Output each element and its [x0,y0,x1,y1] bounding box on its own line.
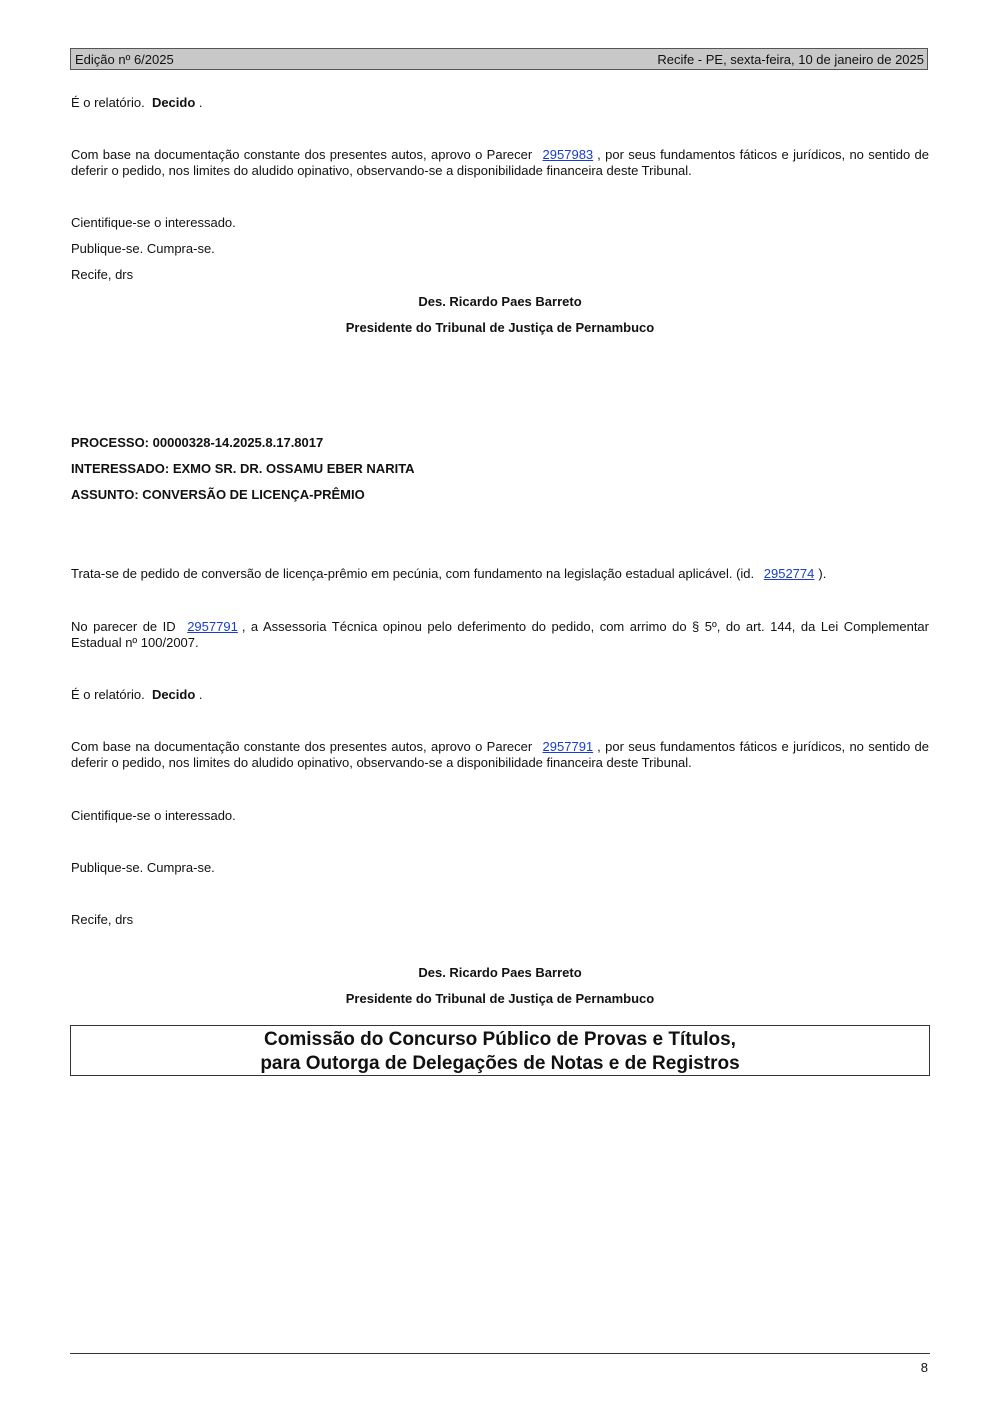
parecer-id-link[interactable]: 2957791 [187,619,238,634]
section-heading-box [70,1025,930,1076]
approval-paragraph-2: Com base na documentação constante dos presentes autos, aprovo o Parecer 2957791 , por seus fundamentos fáticos e jurídicos, no sentido de deferir o pedido, nos limites do aludido opinativo, observando-se a disponibilidade financeira deste Tribunal. [71,739,929,770]
cientifique-line: Cientifique-se o interessado. [71,215,236,230]
edition-header-bar [70,48,928,70]
parecer-link-2[interactable]: 2957791 [542,739,594,754]
cientifique-line-2: Cientifique-se o interessado. [71,808,236,823]
signer-name-2: Des. Ricardo Paes Barreto [418,965,582,980]
publication-date: Recife - PE, sexta-feira, 10 de janeiro de 2025 [657,51,924,67]
interested-party: INTERESSADO: EXMO SR. DR. OSSAMU EBER NARITA [71,461,415,476]
section-title-line2: para Outorga de Delegações de Notas e de Registros [260,1053,740,1074]
request-id-link[interactable]: 2952774 [763,566,815,581]
edition-number: Edição nº 6/2025 [75,51,174,67]
publique-line: Publique-se. Cumpra-se. [71,241,215,256]
request-paragraph: Trata-se de pedido de conversão de licença-prêmio em pecúnia, com fundamento na legislação estadual aplicável. (id. 2952774 ). [71,566,827,581]
recife-line-2: Recife, drs [71,912,134,927]
signer-title-2: Presidente do Tribunal de Justiça de Pernambuco [345,991,655,1006]
relatorio-line: É o relatório. Decido . [71,95,203,110]
process-number: PROCESSO: 00000328-14.2025.8.17.8017 [71,435,324,450]
approval-paragraph: Com base na documentação constante dos presentes autos, aprovo o Parecer 2957983 , por seus fundamentos fáticos e jurídicos, no sentido de deferir o pedido, nos limites do aludido opinativo, observando-se a disponibilidade financeira deste Tribunal. [71,147,929,178]
relatorio-line-2: É o relatório. Decido . [71,687,203,702]
footer-divider [70,1353,930,1354]
page-number: 8 [920,1360,928,1375]
signer-title: Presidente do Tribunal de Justiça de Pernambuco [345,320,655,335]
parecer-paragraph: No parecer de ID 2957791 , a Assessoria Técnica opinou pelo deferimento do pedido, com arrimo do § 5º, do art. 144, da Lei Complementar Estadual nº 100/2007. [71,619,929,650]
subject: ASSUNTO: CONVERSÃO DE LICENÇA-PRÊMIO [71,487,365,502]
signer-name: Des. Ricardo Paes Barreto [418,294,582,309]
section-title-line1: Comissão do Concurso Público de Provas e Títulos, [264,1029,736,1050]
publique-line-2: Publique-se. Cumpra-se. [71,860,215,875]
recife-line: Recife, drs [71,267,134,282]
decido-label-2: Decido [151,687,196,702]
decido-label: Decido [151,95,196,110]
parecer-link[interactable]: 2957983 [542,147,594,162]
